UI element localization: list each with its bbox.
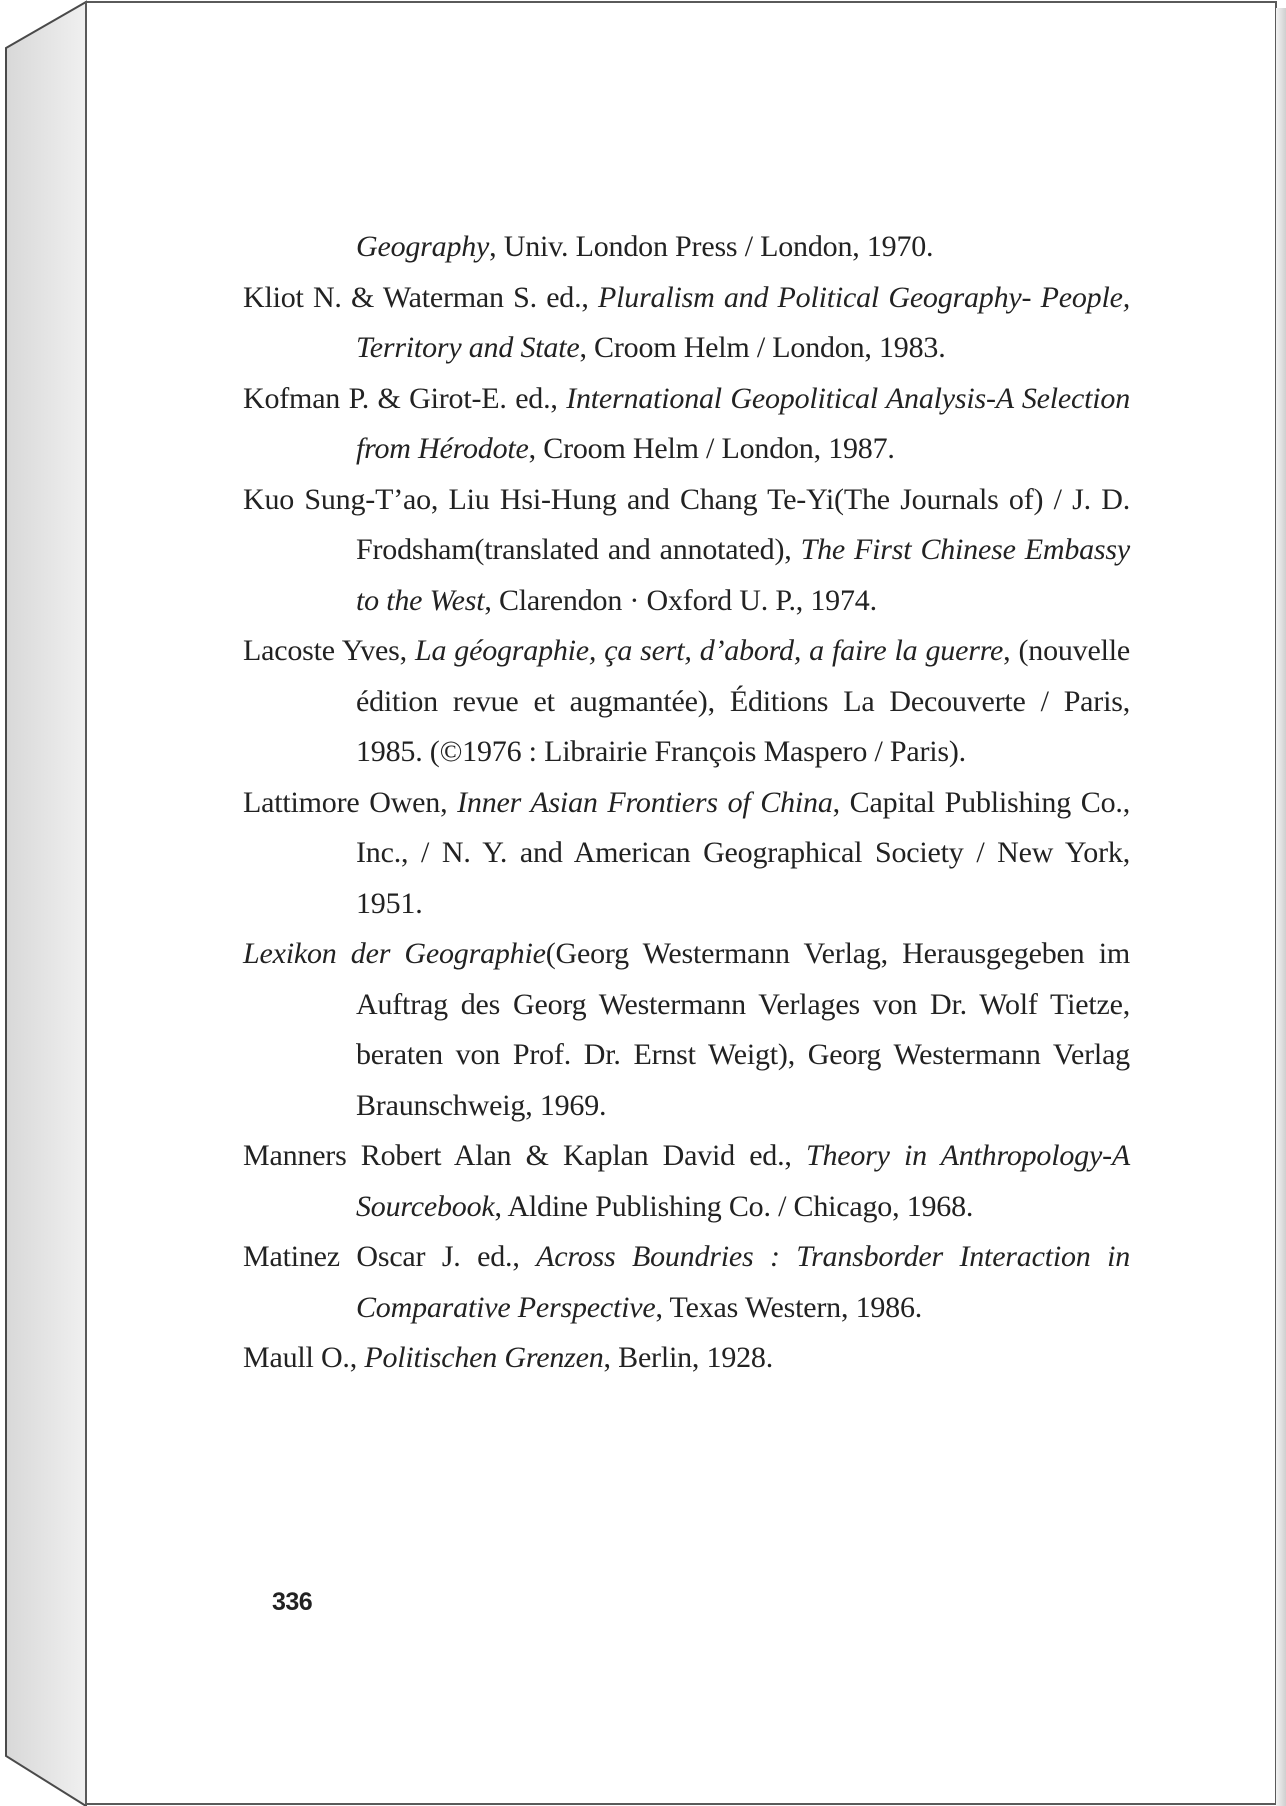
bibliography-entry: Lexikon der Geographie(Georg Westermann Verlag, Herausgegeben im Auftrag des Georg Westermann Verlages von Dr. Wolf Tietze, beraten von Prof. Dr. Ernst Weigt), Georg Westermann Verlag Braunschweig, 1969. bbox=[243, 937, 1130, 1122]
page-number: 336 bbox=[272, 1588, 313, 1616]
bibliography-entry: Lacoste Yves, La géographie, ça sert, d’abord, a faire la guerre, (nouvelle édition revue et augmantée), Éditions La Decouverte / Paris, 1985. (©1976 : Librairie François Maspero / Paris). bbox=[243, 634, 1130, 768]
bibliography-entry: Maull O., Politischen Grenzen, Berlin, 1928. bbox=[243, 1341, 774, 1374]
bibliography-entry: Kuo Sung-T’ao, Liu Hsi-Hung and Chang Te-Yi(The Journals of) / J. D. Frodsham(translated and annotated), The First Chinese Embassy to the West, Clarendon · Oxford U. P., 1974. bbox=[243, 482, 1130, 617]
bibliography-list bbox=[243, 222, 1130, 1384]
bibliography-entry: Kofman P. & Girot-E. ed., International Geopolitical Analysis-A Selection from Hérodote, Croom Helm / London, 1987. bbox=[243, 381, 1130, 465]
bibliography-entry: Matinez Oscar J. ed., Across Boundries : Transborder Interaction in Comparative Perspective, Texas Western, 1986. bbox=[243, 1240, 1130, 1324]
bibliography-entry: Lattimore Owen, Inner Asian Frontiers of China, Capital Publishing Co., Inc., / N. Y. and American Geographical Society / New York, 1951. bbox=[243, 785, 1130, 920]
page-right-edge-shadow bbox=[1276, 8, 1286, 1806]
bibliography-entry: Kliot N. & Waterman S. ed., Pluralism and Political Geography- People, Territory and State, Croom Helm / London, 1983. bbox=[243, 280, 1130, 364]
bibliography-entry: Geography, Univ. London Press / London, 1970. bbox=[356, 230, 934, 263]
bibliography-entry: Manners Robert Alan & Kaplan David ed., Theory in Anthropology-A Sourcebook, Aldine Publishing Co. / Chicago, 1968. bbox=[243, 1139, 1130, 1223]
